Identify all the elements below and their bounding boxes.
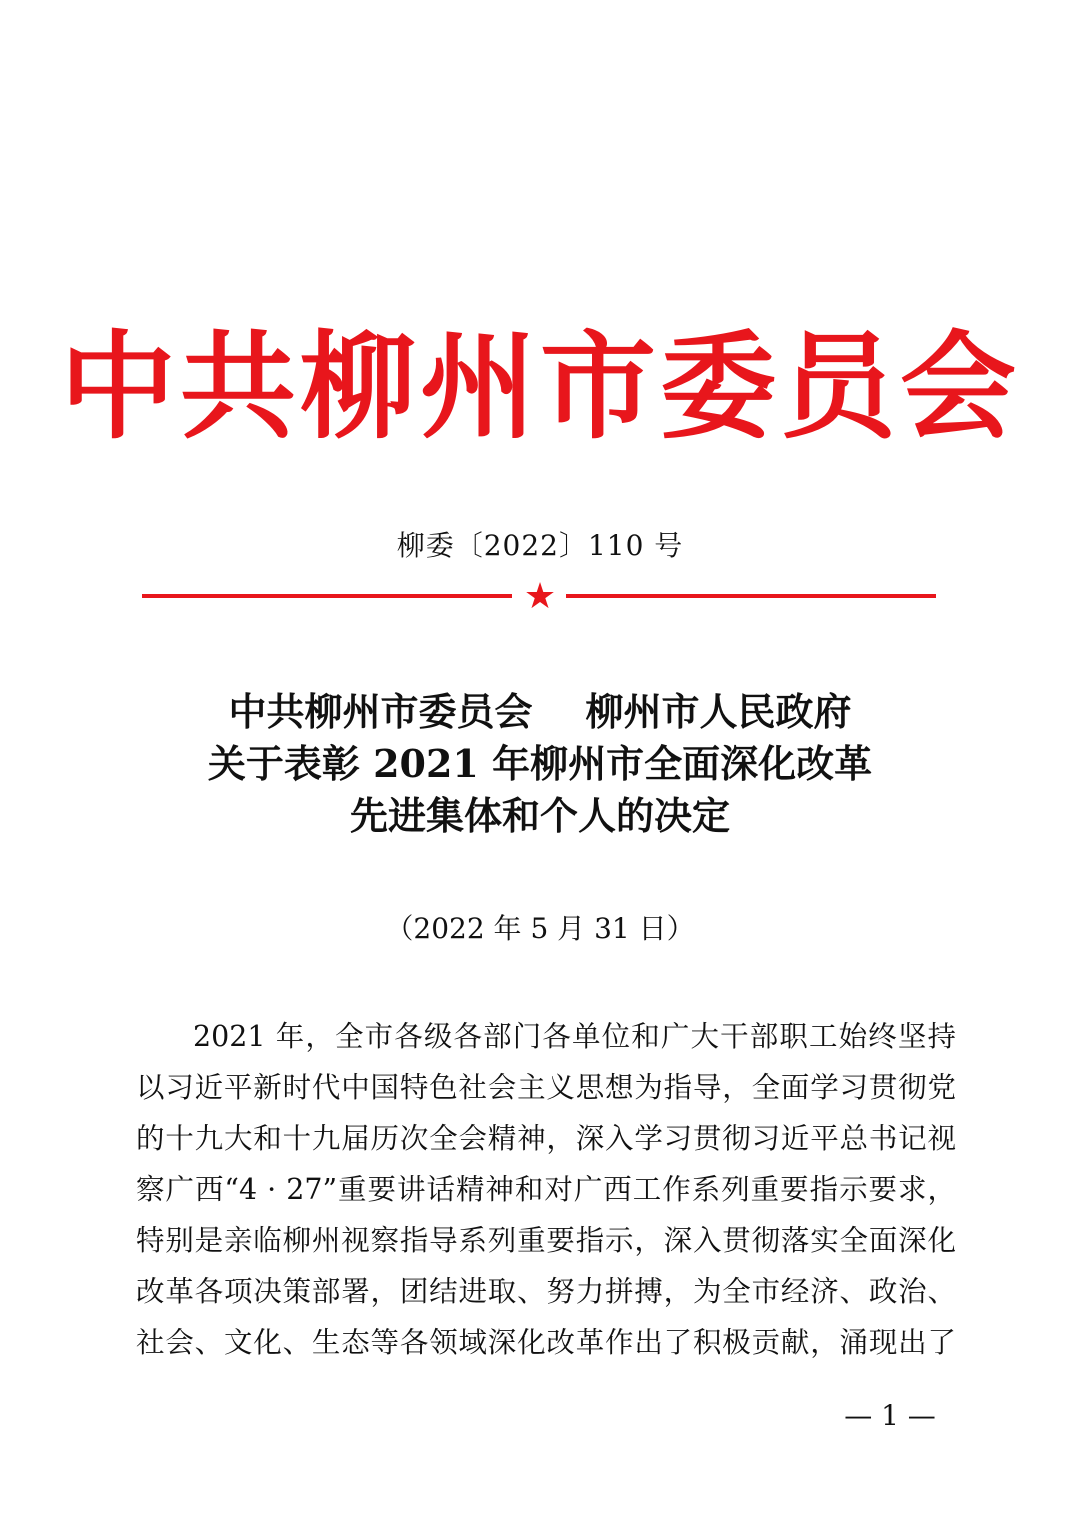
document-title <box>0 686 1080 842</box>
body-line: 的十九大和十九届历次全会精神，深入学习贯彻习近平总书记视 <box>136 1122 956 1155</box>
title-line: 中共柳州市委员会 柳州市人民政府 <box>228 689 852 734</box>
document-number: 柳委〔2022〕110 号 <box>396 529 684 562</box>
body-line: 社会、文化、生态等各领域深化改革作出了积极贡献，涌现出了 <box>136 1326 956 1359</box>
page-number: — 1 — <box>844 1399 936 1432</box>
red-rule-right <box>566 594 936 598</box>
body-line: 察广西“4 · 27”重要讲话精神和对广西工作系列重要指示要求， <box>136 1173 956 1206</box>
title-line: 先进集体和个人的决定 <box>349 793 730 838</box>
issuer-masthead: 中共柳州市委员会 <box>60 320 1020 455</box>
red-star-icon: ★ <box>523 576 557 617</box>
body-line: 以习近平新时代中国特色社会主义思想为指导，全面学习贯彻党 <box>136 1071 956 1104</box>
issue-date: （2022 年 5 月 31 日） <box>385 912 695 945</box>
red-rule-left <box>142 594 512 598</box>
title-line: 关于表彰 2021 年柳州市全面深化改革 <box>207 741 873 786</box>
body-line: 2021 年，全市各级各部门各单位和广大干部职工始终坚持 <box>193 1020 956 1053</box>
body-line: 改革各项决策部署，团结进取、努力拼搏，为全市经济、政治、 <box>136 1275 956 1308</box>
body-paragraph <box>136 1013 956 1370</box>
body-line: 特别是亲临柳州视察指导系列重要指示，深入贯彻落实全面深化 <box>136 1224 956 1257</box>
